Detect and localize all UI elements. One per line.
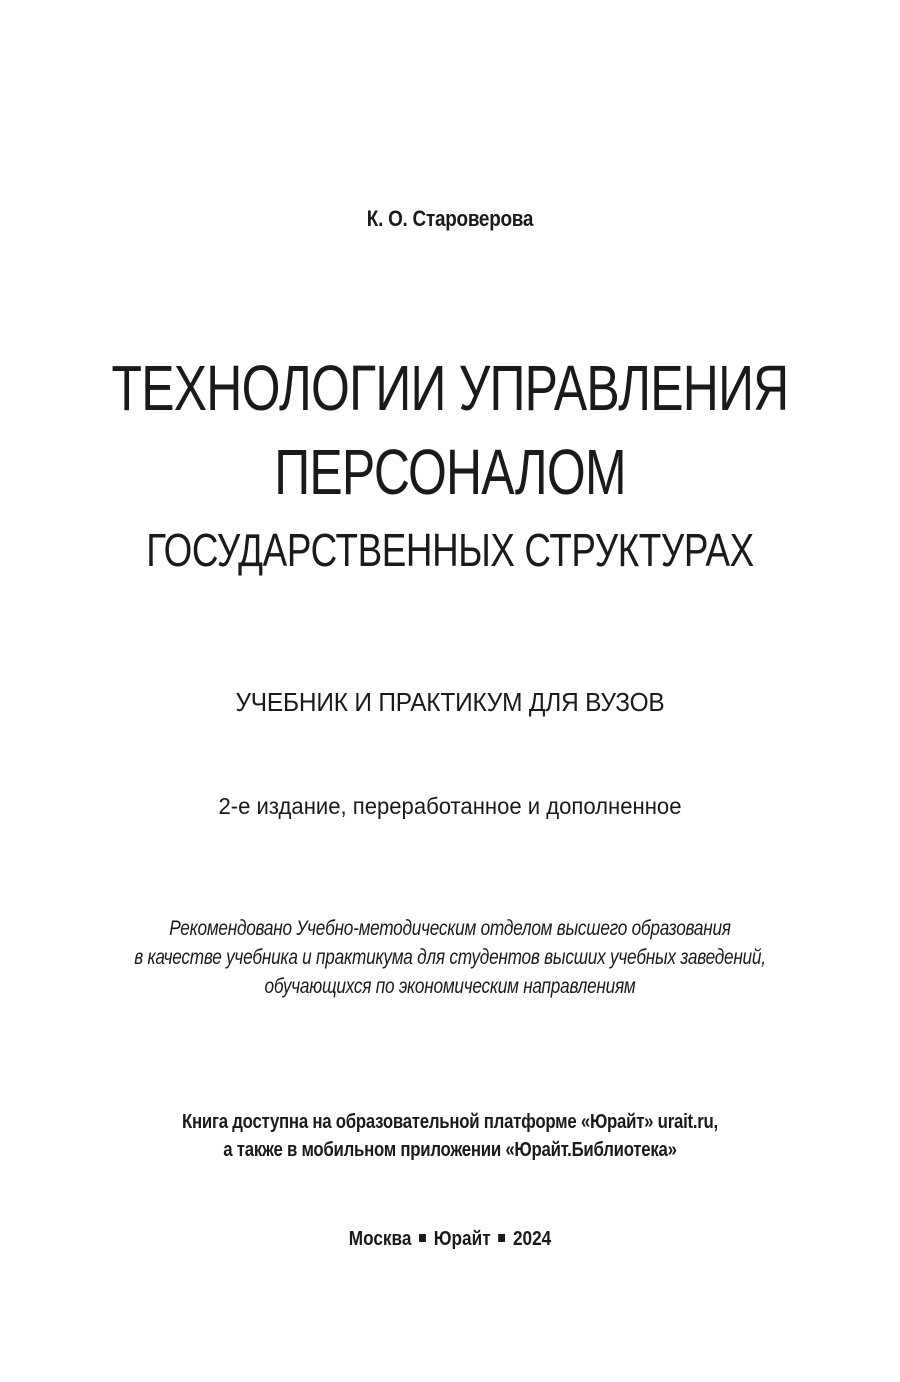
availability-line-1: Книга доступна на образовательной платформе «Юрайт» urait.ru, [182,1111,718,1133]
recommendation-line-3: обучающихся по экономическим направлениям [264,975,636,998]
availability-line-2: а также в мобильном приложении «Юрайт.Библиотека» [223,1139,677,1161]
edition-note: 2-е издание, переработанное и дополненное [218,793,682,819]
book-title-line-2: ПЕРСОНАЛОМ [274,436,626,508]
square-separator-icon [498,1234,505,1242]
book-title-line-3: ГОСУДАРСТВЕННЫХ СТРУКТУРАХ [146,524,754,576]
book-subtitle: УЧЕБНИК И ПРАКТИКУМ ДЛЯ ВУЗОВ [235,687,665,717]
book-title-line-1: ТЕХНОЛОГИИ УПРАВЛЕНИЯ [111,352,789,424]
square-separator-icon [419,1234,426,1242]
imprint [63,1225,837,1253]
imprint-city: Москва [348,1228,412,1250]
author-name: К. О. Староверова [366,206,534,231]
imprint-year: 2024 [512,1228,552,1250]
recommendation-line-1: Рекомендовано Учебно-методическим отделом высшего образования [169,917,731,940]
imprint-publisher: Юрайт [433,1228,491,1250]
recommendation-line-2: в качестве учебника и практикума для студентов высших учебных заведений, [134,946,766,969]
